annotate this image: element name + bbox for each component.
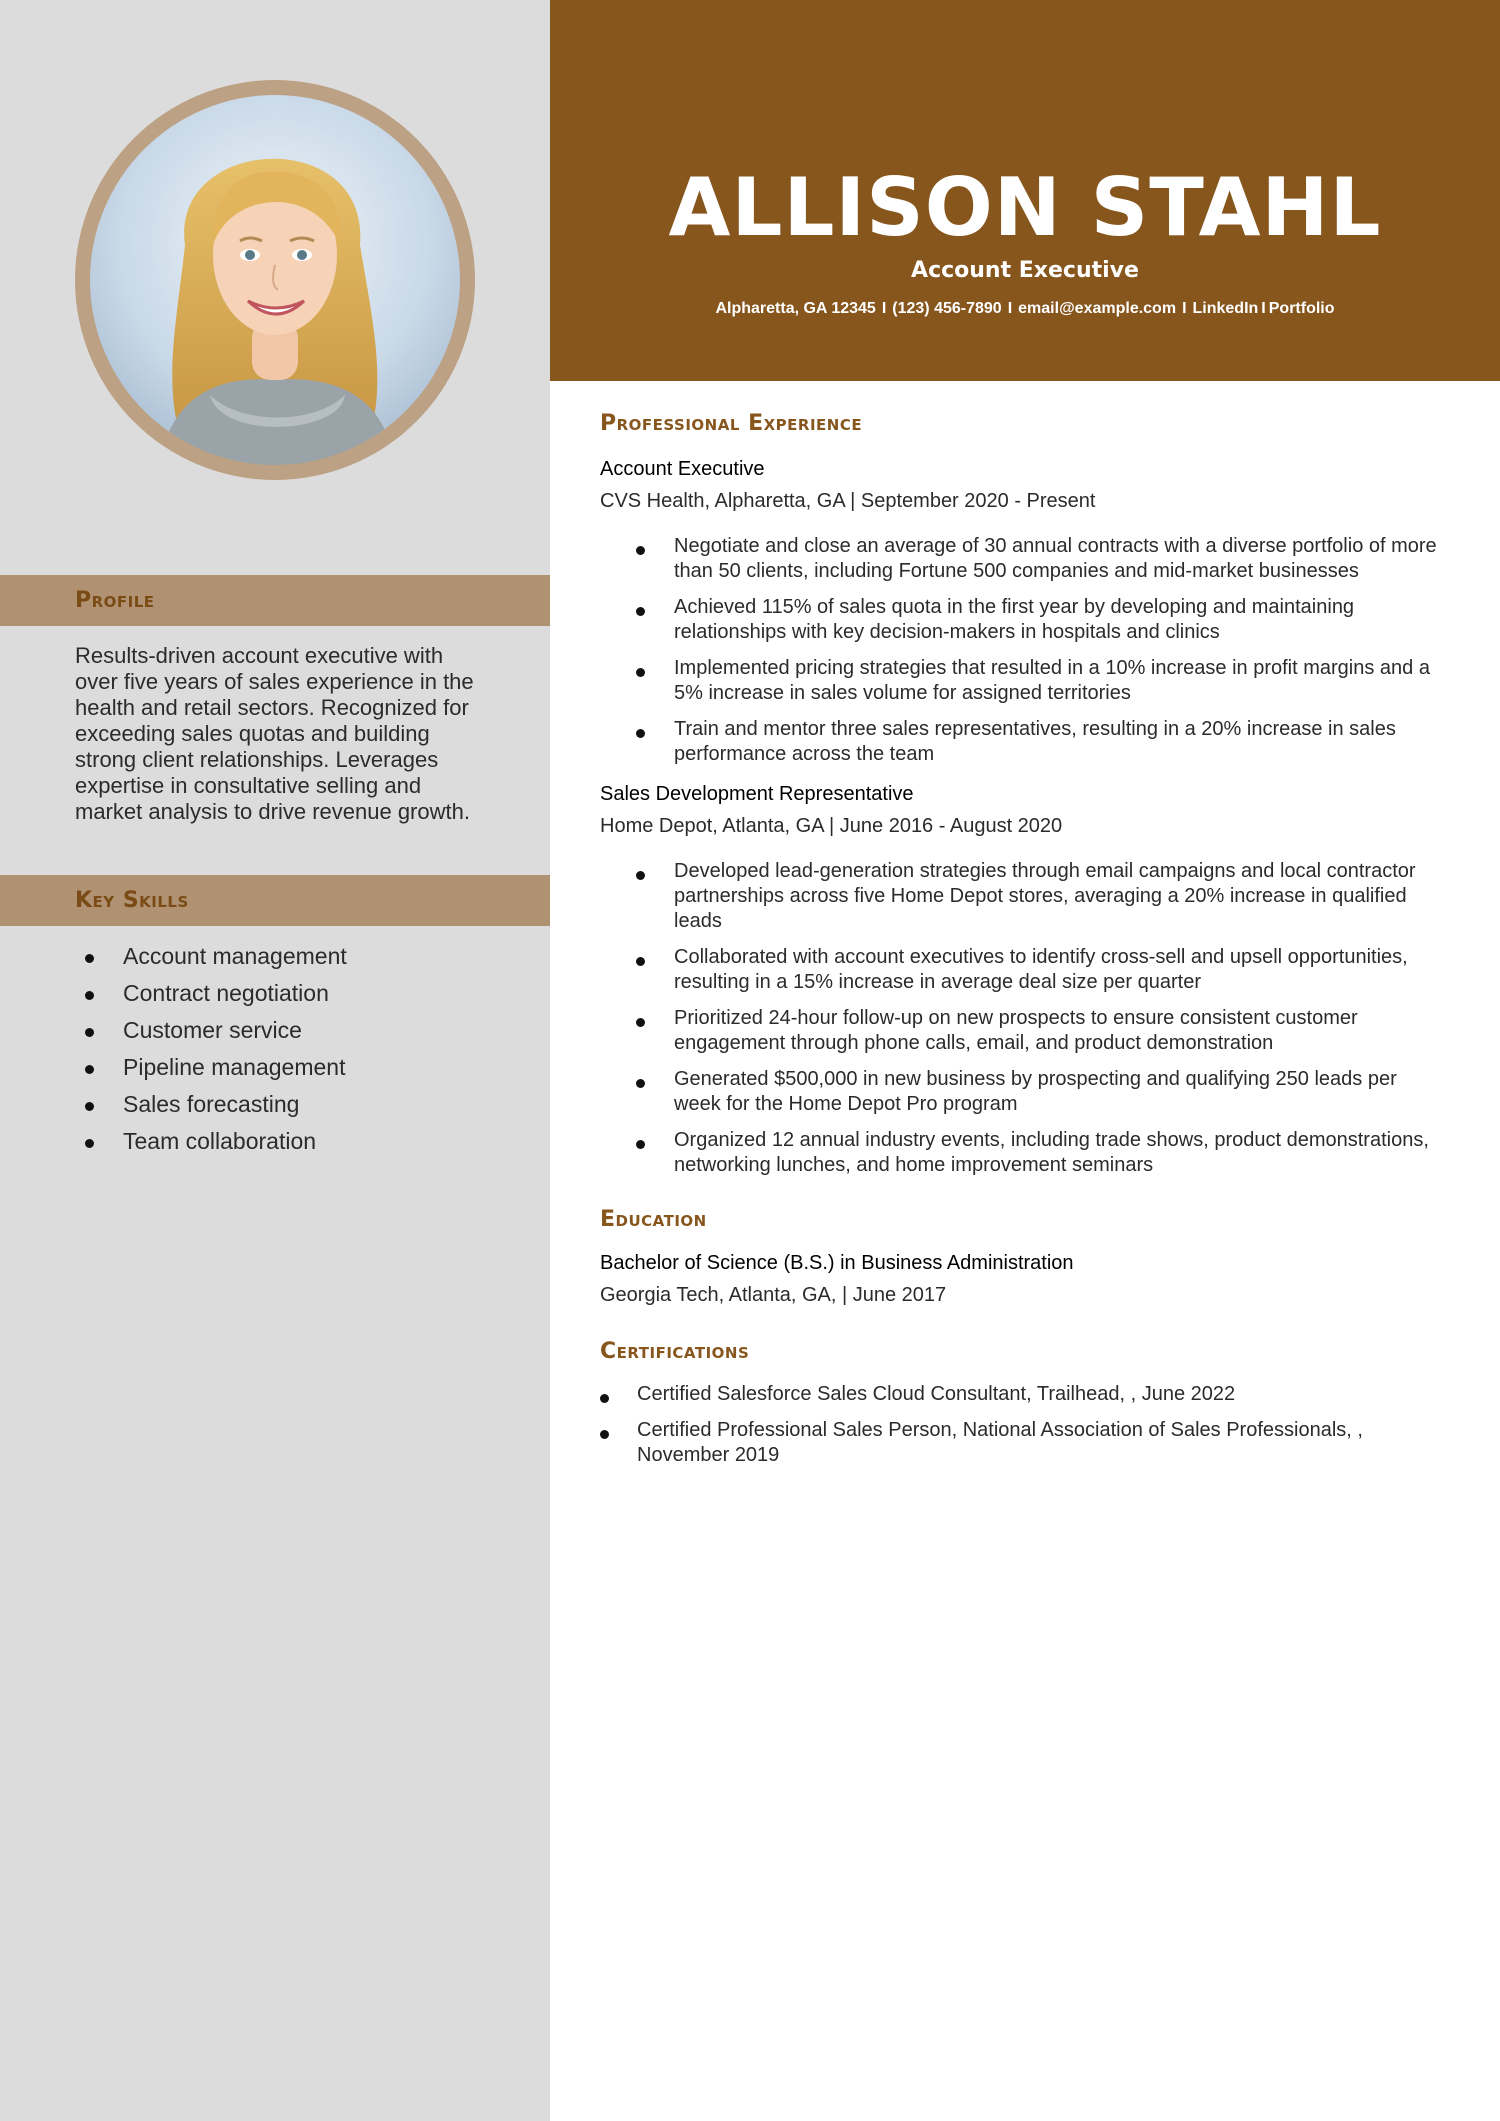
skill-item: Pipeline management (85, 1049, 347, 1086)
job-meta: CVS Health, Alpharetta, GA | September 2020 - Present (600, 490, 1096, 512)
certification-item: Certified Salesforce Sales Cloud Consultant, Trailhead, , June 2022 (600, 1382, 1440, 1407)
profile-photo-illustration (90, 95, 460, 465)
skill-item: Customer service (85, 1012, 347, 1049)
contact-portfolio-link[interactable]: Portfolio (1268, 300, 1335, 317)
education-meta: Georgia Tech, Atlanta, GA, | June 2017 (600, 1284, 947, 1306)
job-bullet: Achieved 115% of sales quota in the first year by developing and maintaining relationships with key decision-makers in hospitals and clinics (600, 595, 1440, 645)
job-bullet: Developed lead-generation strategies through email campaigns and local contractor partnerships across five Home Depot stores, averaging a 20% increase in qualified leads (600, 859, 1440, 934)
skills-heading: Key Skills (75, 888, 189, 913)
job-bullet: Train and mentor three sales representatives, resulting in a 20% increase in sales performance across the team (600, 717, 1440, 767)
job-bullet: Generated $500,000 in new business by prospecting and qualifying 250 leads per week for the Home Depot Pro program (600, 1067, 1440, 1117)
education-entry (600, 1250, 1440, 1308)
contact-linkedin-link[interactable]: LinkedIn (1192, 300, 1259, 317)
skill-item: Contract negotiation (85, 975, 347, 1012)
skill-item: Sales forecasting (85, 1086, 347, 1123)
skills-heading-band (0, 875, 550, 926)
contact-email[interactable]: email@example.com (1018, 300, 1177, 317)
job-bullets (600, 859, 1440, 1178)
main-content (600, 410, 1440, 1479)
job-title: Sales Development Representative (600, 783, 914, 805)
certifications-heading: Certifications (600, 1339, 750, 1364)
job-bullet: Prioritized 24-hour follow-up on new prospects to ensure consistent customer engagement through phone calls, email, and product demonstration (600, 1006, 1440, 1056)
skill-item: Account management (85, 938, 347, 975)
job-entry (600, 456, 1440, 767)
certification-item: Certified Professional Sales Person, National Association of Sales Professionals, , November 2019 (600, 1418, 1440, 1468)
job-bullet: Collaborated with account executives to identify cross-sell and upsell opportunities, resulting in a 15% increase in average deal size per quarter (600, 945, 1440, 995)
profile-photo (90, 95, 460, 465)
degree: Bachelor of Science (B.S.) in Business Administration (600, 1252, 1074, 1274)
skill-item: Team collaboration (85, 1123, 347, 1160)
profile-heading: Profile (75, 588, 155, 613)
job-bullet: Implemented pricing strategies that resulted in a 10% increase in profit margins and a 5% increase in sales volume for assigned territories (600, 656, 1440, 706)
contact-separator: I (1261, 300, 1266, 317)
job-bullet: Organized 12 annual industry events, including trade shows, product demonstrations, networking lunches, and home improvement seminars (600, 1128, 1440, 1178)
job-entry (600, 781, 1440, 1178)
job-bullets (600, 534, 1440, 767)
profile-heading-band (0, 575, 550, 626)
experience-heading: Professional Experience (600, 411, 863, 436)
job-bullet: Negotiate and close an average of 30 annual contracts with a diverse portfolio of more than 50 clients, including Fortune 500 companies and mid-market businesses (600, 534, 1440, 584)
contact-phone[interactable]: (123) 456-7890 (892, 300, 1002, 317)
candidate-title: Account Executive (911, 258, 1139, 283)
contact-separator: I (881, 300, 887, 317)
skills-list (85, 938, 347, 1160)
candidate-name: ALLISON STAHL (668, 161, 1382, 254)
contact-line (550, 298, 1500, 320)
contact-separator: I (1007, 300, 1013, 317)
certifications-list (600, 1382, 1440, 1468)
profile-photo-frame (75, 80, 475, 480)
job-title: Account Executive (600, 458, 765, 480)
profile-summary: Results-driven account executive with over five years of sales experience in the health and retail sectors. Recognized for exceeding sales quotas and building strong client relationships. Leverages expertise in consultative selling and market analysis to drive revenue growth. (75, 643, 474, 824)
contact-address: Alpharetta, GA 12345 (715, 300, 876, 317)
job-meta: Home Depot, Atlanta, GA | June 2016 - August 2020 (600, 815, 1063, 837)
contact-separator: I (1182, 300, 1187, 317)
education-heading: Education (600, 1207, 707, 1232)
